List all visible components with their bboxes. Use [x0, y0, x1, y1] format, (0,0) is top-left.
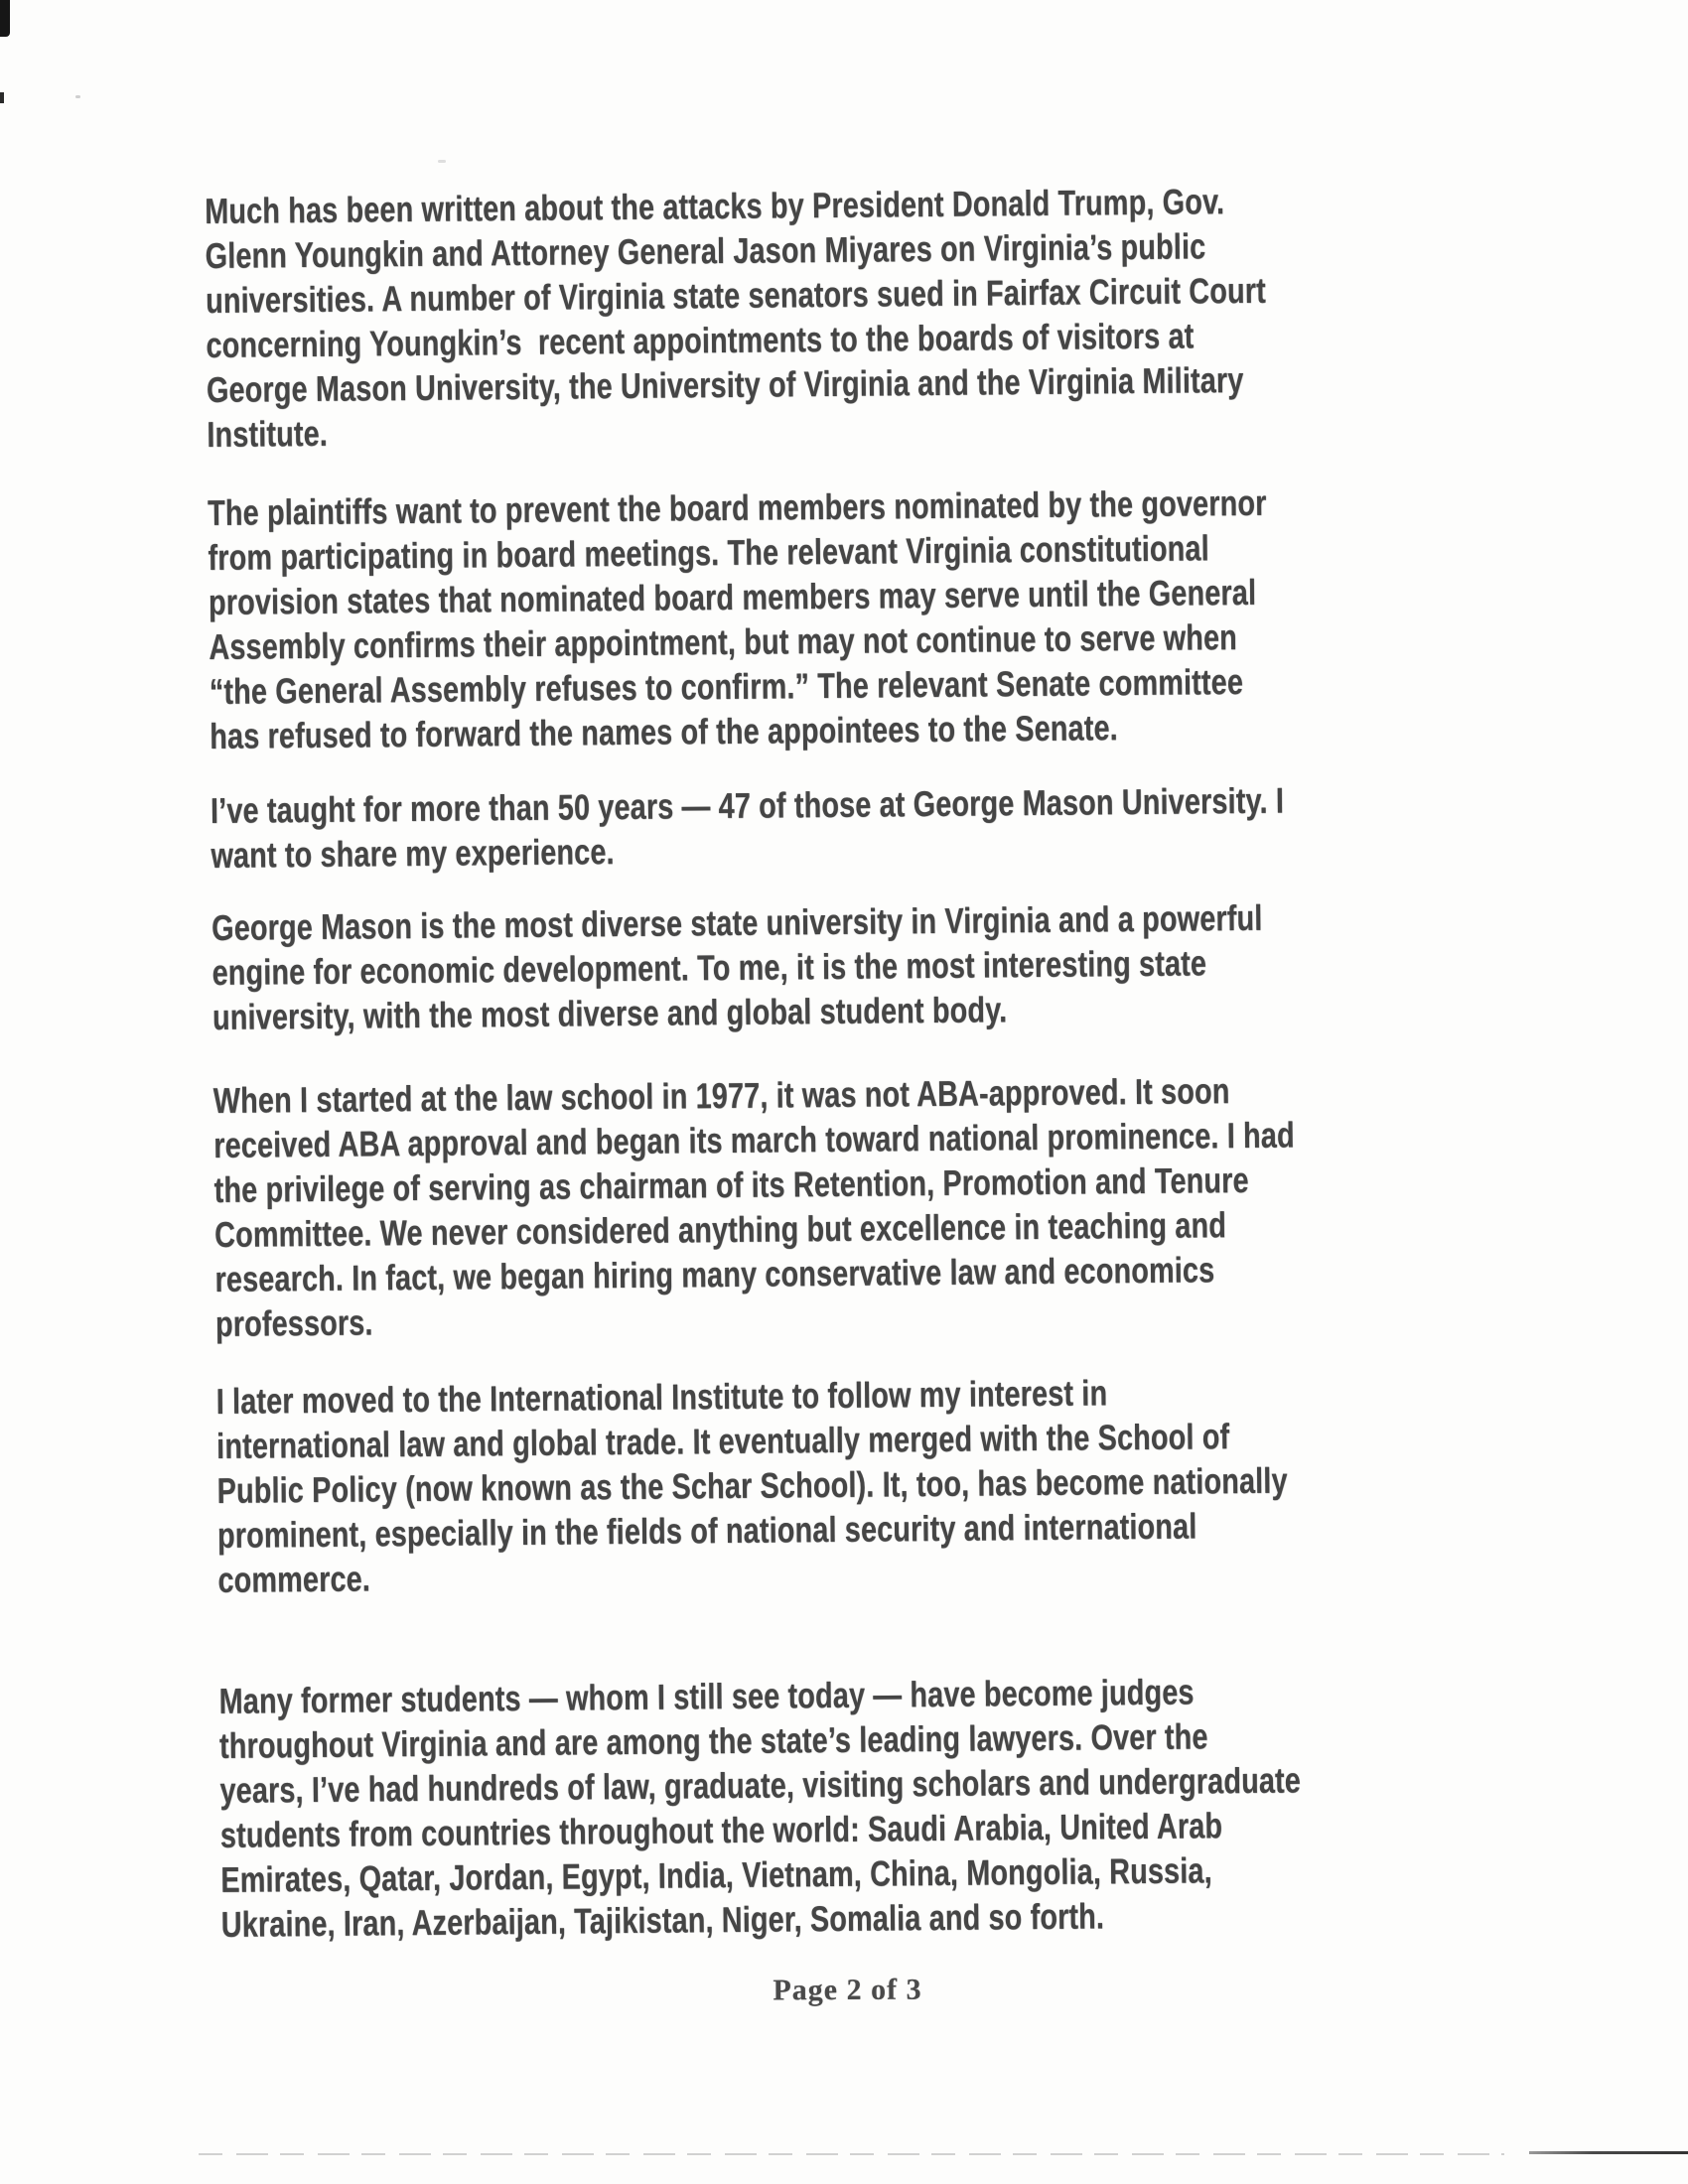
text-line: Glenn Youngkin and Attorney General Jason Miyares on Virginia’s public: [205, 225, 1206, 276]
text-line: Public Policy (now known as the Schar School). It, too, has become nationally: [216, 1459, 1288, 1511]
text-line: from participating in board meetings. The relevant Virginia constitutional: [208, 527, 1209, 578]
text-line: Committee. We never considered anything but excellence in teaching and: [213, 1204, 1227, 1255]
scan-corner-mark: [0, 0, 10, 37]
scan-speck: [438, 160, 446, 163]
paragraph: [205, 177, 1498, 457]
text-line: received ABA approval and began its march toward national prominence. I had: [213, 1114, 1295, 1165]
paragraph: [208, 478, 1501, 758]
text-line: Emirates, Qatar, Jordan, Egypt, India, Vietnam, China, Mongolia, Russia,: [220, 1849, 1212, 1900]
text-line: the privilege of serving as chairman of its Retention, Promotion and Tenure: [213, 1159, 1249, 1210]
text-line: I’ve taught for more than 50 years — 47 of those at George Mason University. I: [210, 779, 1285, 831]
text-line: professors.: [214, 1301, 373, 1344]
text-line: want to share my experience.: [211, 831, 615, 876]
scan-speck: [75, 95, 80, 98]
scan-bottom-line-dark: [1529, 2151, 1688, 2154]
text-line: Ukraine, Iran, Azerbaijan, Tajikistan, Niger, Somalia and so forth.: [220, 1895, 1105, 1945]
paragraph: [216, 1366, 1509, 1601]
text-line: Much has been written about the attacks by President Donald Trump, Gov.: [205, 181, 1225, 231]
text-line: engine for economic development. To me, it is the most interesting state: [211, 942, 1207, 993]
scan-bottom-line-light: [199, 2153, 1504, 2155]
text-line: research. In fact, we began hiring many conservative law and economics: [214, 1249, 1215, 1299]
text-line: commerce.: [217, 1558, 371, 1600]
paragraph: [218, 1666, 1512, 1946]
text-line: provision states that nominated board members may serve until the General: [208, 571, 1257, 622]
text-line: Many former students — whom I still see today — have become judges: [218, 1671, 1195, 1721]
text-line: students from countries throughout the world: Saudi Arabia, United Arab: [219, 1805, 1223, 1855]
page-number: Page 2 of 3: [773, 1973, 922, 2007]
text-line: prominent, especially in the fields of national security and international: [216, 1505, 1197, 1556]
text-line: The plaintiffs want to prevent the board members nominated by the governor: [207, 481, 1267, 533]
text-line: “the General Assembly refuses to confirm.” The relevant Senate committee: [209, 660, 1244, 712]
text-line: university, with the most diverse and global student body.: [211, 989, 1008, 1037]
text-line: Assembly confirms their appointment, but may not continue to serve when: [209, 616, 1238, 667]
text-line: has refused to forward the names of the appointees to the Senate.: [210, 707, 1119, 756]
text-line: George Mason is the most diverse state university in Virginia and a powerful: [211, 896, 1263, 948]
paragraph: [213, 1065, 1507, 1345]
text-line: concerning Youngkin’s recent appointments to the boards of visitors at: [206, 315, 1195, 365]
text-line: When I started at the law school in 1977, it was not ABA-approved. It soon: [212, 1070, 1230, 1121]
text-line: George Mason University, the University of Virginia and the Virginia Military: [206, 358, 1244, 410]
document-text: [205, 177, 1512, 1947]
text-line: universities. A number of Virginia state senators sued in Fairfax Circuit Court: [205, 269, 1267, 321]
text-line: international law and global trade. It eventually merged with the School of: [215, 1416, 1230, 1466]
paragraph: [211, 775, 1502, 877]
paragraph: [211, 892, 1503, 1038]
scan-edge-tick: [0, 92, 4, 103]
text-line: Institute.: [207, 412, 329, 455]
text-line: I later moved to the International Institute to follow my interest in: [215, 1372, 1108, 1422]
text-line: years, I’ve had hundreds of law, graduate, visiting scholars and undergraduate: [219, 1759, 1302, 1811]
text-line: throughout Virginia and are among the state’s leading lawyers. Over the: [218, 1715, 1208, 1766]
